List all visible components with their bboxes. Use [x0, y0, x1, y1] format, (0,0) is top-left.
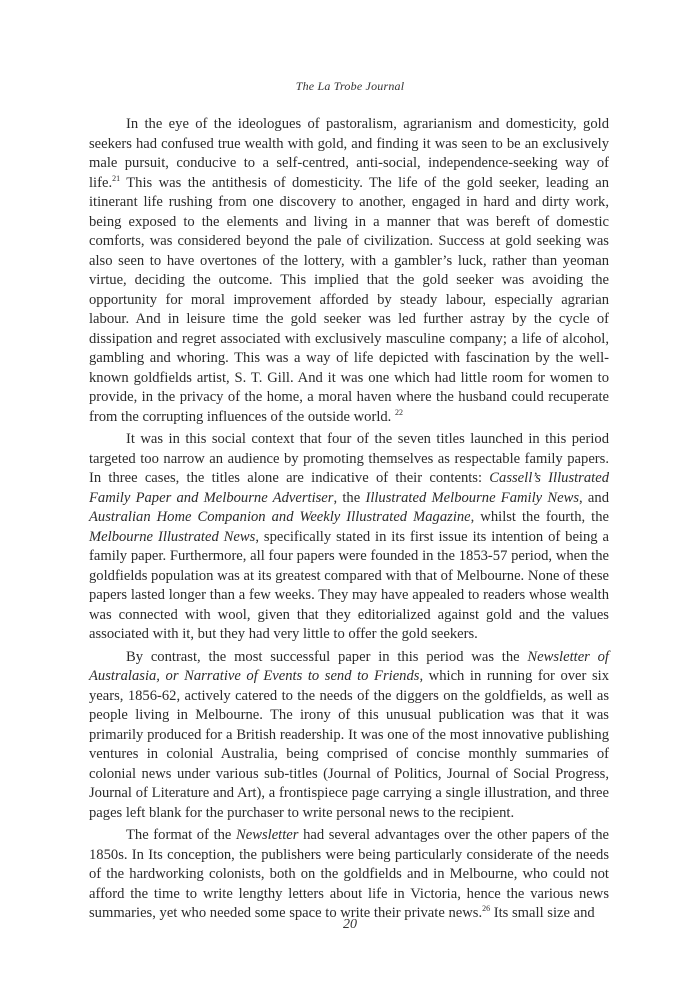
paragraph-1-text-a: In the eye of the ideologues of pastoralism, agrarianism and domesticity, gold seekers had confused true wealth with gold, and finding it was seen to be an exclusively male pursuit, conducive to a self-centred, anti-social, independence-seeking way of life. [89, 116, 609, 191]
footnote-ref-26[interactable]: 26 [482, 904, 491, 913]
footnote-ref-22[interactable]: 22 [394, 407, 403, 417]
paragraph-1 [89, 115, 609, 427]
paragraph-3 [89, 648, 609, 824]
paragraph-2-text-e: , specifically stated in its first issue its intention of being a family paper. Furthermore, all four papers were founded in the 1853-57 period, when the goldfields population was at its greatest compared with that of Melbourne. None of these papers lasted longer than a few weeks. They may have appealed to readers whose wealth was connected with wool, given that they editorialized against gold and the values associated with it, but they had very little to offer the gold seekers. [89, 528, 609, 642]
paragraph-4 [89, 826, 609, 924]
paragraph-4-text-b: had several advantages over the other papers of the 1850s. In Its conception, the publishers were being particularly considerate of the needs of the hardworking colonists, both on the goldfields and in Melbourne, who could not afford the time to write lengthy letters about life in Victoria, hence the various news summaries, yet who needed some space to write their private news. [89, 827, 609, 921]
paragraph-2-text-d: , whilst the fourth, the [470, 509, 609, 525]
article-body [89, 115, 609, 924]
paragraph-3-text-b: , which in running for over six years, 1856-62, actively catered to the needs of the diggers on the goldfields, as well as people living in Melbourne. The irony of this unusual publication was that it was primarily produced for a British readership. It was one of the most innovative publishing ventures in colonial Australia, being comprised of concise monthly summaries of colonial news under various sub-titles (Journal of Politics, Journal of Social Progress, Journal of Literature and Art), a frontispiece page carrying a single illustration, and three pages left blank for the purchaser to write personal news to the recipient. [89, 668, 609, 821]
paragraph-4-text-c: Its small size and [490, 905, 595, 921]
title-newsletter: Newsletter [236, 827, 299, 843]
paragraph-3-text-a: By contrast, the most successful paper in this period was the [126, 648, 528, 665]
page-number: 20 [343, 917, 357, 932]
paragraph-2-text-c: , and [579, 489, 609, 506]
paragraph-2-text-b: , the [333, 489, 366, 506]
title-melbourne-illustrated-news: Melbourne Illustrated News [89, 528, 256, 545]
running-head-title: The La Trobe Journal [295, 79, 405, 93]
title-illustrated-melbourne-family-news: Illustrated Melbourne Family News [365, 489, 580, 506]
title-cassells: Cassell’s Illustrated Family Paper and Melbourne Advertiser [89, 470, 609, 506]
paragraph-2-text-a: It was in this social context that four of the seven titles launched in this period targeted too narrow an audience by promoting themselves as respectable family papers. In three cases, the titles alone are indicative of their contents: [89, 431, 609, 486]
paragraph-1-text-b: This was the antithesis of domesticity. The life of the gold seeker, leading an itinerant life rushing from one discovery to another, engaged in hard and dirty work, being exposed to the elements and living in a manner that was bereft of domestic comforts, was considered beyond the pale of civilization. Success at gold seeking was also seen to have overtones of the lottery, with a gambler’s luck, rather than yeoman virtue, deciding the outcome. This implied that the gold seeker was avoiding the opportunity for moral improvement afforded by steady labour, especially agrarian labour. And in leisure time the gold seeker was led further astray by the cycle of dissipation and regret associated with exclusively masculine company; a life of alcohol, gambling and whoring. This was a way of life depicted with fascination by the well-known goldfields artist, S. T. Gill. And it was one which had little room for women to provide, in the privacy of the home, a moral haven where the husband could recuperate from the corrupting influences of the outside world. [89, 174, 609, 425]
footnote-ref-21[interactable]: 21 [112, 173, 121, 183]
title-australian-home-companion: Australian Home Companion and Weekly Illustrated Magazine [89, 509, 471, 525]
paragraph-4-text-a: The format of the [126, 827, 237, 843]
title-newsletter-of-australasia: Newsletter of Australasia, or Narrative of Events to send to Friends [89, 648, 609, 684]
paragraph-2 [89, 430, 609, 645]
